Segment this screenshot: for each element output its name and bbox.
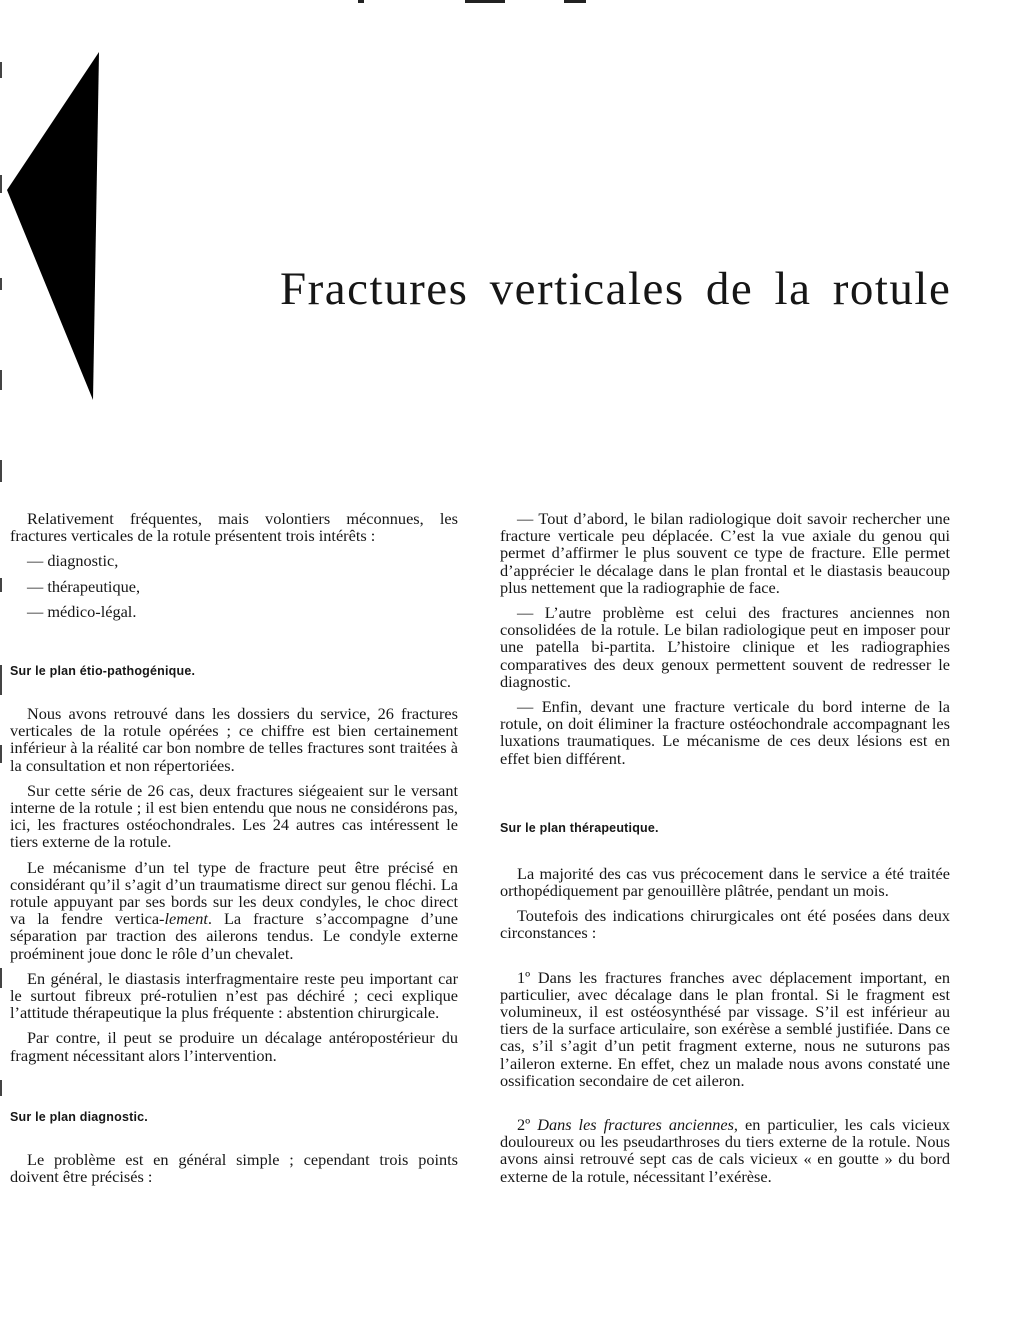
- interest-item-therapeutique: — thérapeutique,: [27, 576, 141, 596]
- section-heading-etio-pathogenique: Sur le plan étio-pathogénique.: [10, 664, 196, 679]
- text-run: Le mécanisme d’un tel type de fracture peut être précisé en considérant qu’il s’agit d’un traumatisme direct sur genou fléchi. La rotule appuyant par ses bords sur les deux condyles, le choc direct va la fendre vertica-: [10, 857, 458, 929]
- top-print-marks: [330, 0, 630, 6]
- paragraph: — L’autre problème est celui des fractures anciennes non consolidées de la rotule. Le bilan radiologique peut en imposer pour une patella bi-partita. L’histoire clinique et les radiographies comparatives des deux genoux permettent souvent de redresser le diagnostic.: [500, 603, 950, 691]
- paragraph: Par contre, il peut se produire un décalage antéropostérieur du fragment nécessitant alors l’intervention.: [10, 1028, 458, 1065]
- text-run: , en particulier, les cals vicieux douloureux ou les pseudarthroses du tiers externe de la rotule. Nous avons ainsi retrouvé sept cas de cals vicieux « en goutte » du bord externe de la rotule, nécessitant l’exérèse.: [500, 1115, 950, 1186]
- paragraph: En général, le diastasis interfragmentaire reste peu important car le surtout fibreux pré-rotulien n’est pas déchiré ; ceci explique l’attitude thérapeutique la plus fréquente : abstention chirurgicale.: [10, 968, 458, 1023]
- paragraph: 1º Dans les fractures franches avec déplacement important, en particulier, avec décalage dans le plan frontal. Si le fragment est volumineux, il est ostéosynthésé par vissage. S’il est inférieur au tiers de la surface articulaire, son exérèse a semblé justifiée. Dans ce cas, s’il s’agit d’un petit fragment externe, nous ne suturons pas l’aileron externe. En effet, chez un malade nous avons constaté une ossification secondaire de cet aileron.: [500, 967, 950, 1090]
- section-heading-diagnostic: Sur le plan diagnostic.: [10, 1109, 148, 1124]
- italic-text: lement: [164, 909, 208, 929]
- left-column: [10, 510, 458, 1185]
- intro-paragraph: Relativement fréquentes, mais volontiers méconnues, les fractures verticales de la rotule présentent trois intérêts :: [10, 509, 458, 546]
- paragraph: Le problème est en général simple ; cependant trois points doivent être précisés :: [10, 1149, 458, 1187]
- paragraph: Sur cette série de 26 cas, deux fractures siégeaient sur le versant interne de la rotule ; il est bien entendu que nous ne considérons pas, ici, les fractures ostéochondrales. Les 24 autres cas intéressent le tiers externe de la rotule.: [10, 780, 458, 852]
- decorative-black-wedge: [0, 40, 110, 410]
- paragraph: La majorité des cas vus précocement dans le service a été traitée orthopédiquement par genouillère plâtrée, pendant un mois.: [500, 863, 950, 901]
- italic-text: Dans les fractures anciennes: [537, 1115, 734, 1135]
- paragraph: — Enfin, devant une fracture verticale du bord interne de la rotule, on doit éliminer la fracture ostéochondrale accompagnant les luxations traumatiques. Le mécanisme de ces deux lésions est en effet bien différent.: [500, 697, 950, 768]
- paragraph: Nous avons retrouvé dans les dossiers du service, 26 fractures verticales de la rotule opérées ; ce chiffre est bien certainement inférieur à la réalité car bon nombre de telles fractures sont traitées à la consultation et non répertoriées.: [10, 704, 458, 775]
- paragraph: [10, 859, 458, 962]
- article-title: Fractures verticales de la rotule: [280, 263, 952, 315]
- paragraph: [500, 1116, 950, 1185]
- section-heading-therapeutique: Sur le plan thérapeutique.: [500, 820, 659, 835]
- text-run: 2º: [517, 1115, 538, 1135]
- right-column: [500, 510, 950, 1185]
- text-run: . La fracture s’accompagne d’une séparation par traction des ailerons tendus. Le condyle externe proéminent joue donc le rôle d’un chevalet.: [10, 909, 458, 963]
- interest-item-diagnostic: — diagnostic,: [27, 551, 119, 571]
- interest-item-medico-legal: — médico-légal.: [27, 601, 137, 621]
- paragraph: Toutefois des indications chirurgicales ont été posées dans deux circonstances :: [500, 906, 950, 943]
- paragraph: — Tout d’abord, le bilan radiologique doit savoir rechercher une fracture verticale peu déplacée. C’est la vue axiale du genou qui permet d’affirmer le plus souvent ce type de fracture. Elle permet d’apprécier le décalage dans le plan frontal et le diastasis beaucoup plus nettement que la radiographie de face.: [500, 509, 950, 597]
